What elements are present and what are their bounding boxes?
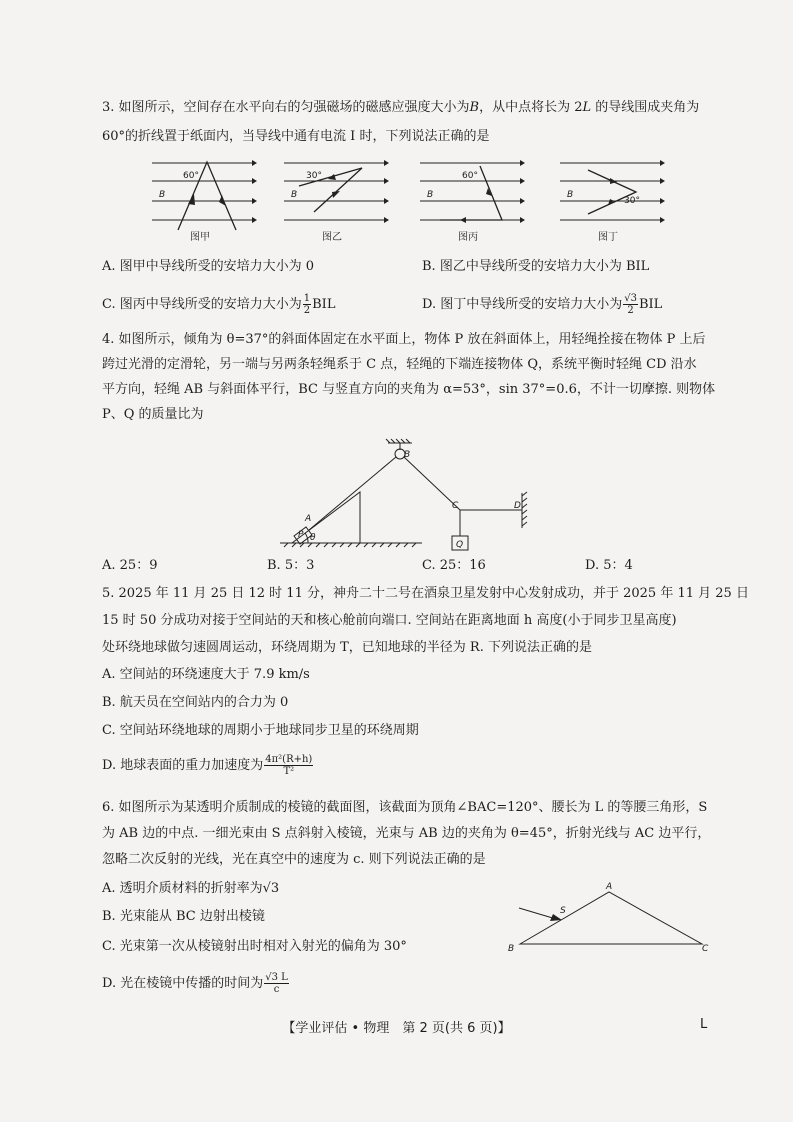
q4-stem-line2: 跨过光滑的定滑轮，另一端与另两条轻绳系于 C 点，轻绳的下端连接物体 Q，系统平衡时轻绳 CD 沿水 [102,357,697,372]
q4-stem-line4: P、Q 的质量比为 [102,407,204,422]
q3-option-b[interactable]: B. 图乙中导线所受的安培力大小为 BIL [422,259,650,274]
q4-figure [272,438,542,558]
q3-option-c[interactable]: C. 图丙中导线所受的安培力大小为 $\frac{1}{2}$ BIL [102,293,336,316]
q6-option-d[interactable]: D. 光在棱镜中传播的时间为 $\frac{√3 L}{c}$ [102,972,288,995]
q5-stem-line1: 5. 2025 年 11 月 25 日 12 时 11 分，神舟二十二号在酒泉卫星发射中心发射成功，并于 2025 年 11 月 25 日 [102,586,749,601]
q5-option-a[interactable]: A. 空间站的环绕速度大于 7.9 km/s [102,667,310,682]
q3-yi-b-label: B [291,190,298,200]
q4-option-c[interactable]: C. 25：16 [422,558,486,573]
q3-option-a[interactable]: A. 图甲中导线所受的安培力大小为 0 [102,259,315,274]
q3-stem-line1: 3. 如图所示，空间存在水平向右的匀强磁场的磁感应强度大小为B，从中点将长为 2L 的导线围成夹角为 [102,100,700,115]
q3-bing-angle-label: 60° [462,171,478,181]
q3-stem-line2: 60°的折线置于纸面内，当导线中通有电流 I 时，下列说法正确的是 [102,129,490,144]
q3-jia-b-label: B [159,190,166,200]
q3-figure-yi [284,158,389,243]
q3-figure-jia [152,158,257,243]
q3-ding-b-label: B [567,190,574,200]
q5-option-c[interactable]: C. 空间站环绕地球的周期小于地球同步卫星的环绕周期 [102,723,419,738]
q4-stem-line3: 平方向，轻绳 AB 与斜面体平行，BC 与竖直方向的夹角为 α=53°，sin 37°=0.6，不计一切摩擦. 则物体 [102,382,716,397]
q3-option-d[interactable]: D. 图丁中导线所受的安培力大小为 $\frac{√3}{2}$ BIL [422,293,663,316]
q6-option-c[interactable]: C. 光束第一次从棱镜射出时相对入射光的偏角为 30° [102,939,407,954]
q5-option-b[interactable]: B. 航天员在空间站内的合力为 0 [102,695,289,710]
q6-stem-line1: 6. 如图所示为某透明介质制成的棱镜的截面图，该截面为顶角∠BAC=120°、腰长为 L 的等腰三角形，S [102,800,708,815]
q4-option-a[interactable]: A. 25：9 [102,558,158,573]
q6-label-s: S [560,906,566,916]
q4-label-p: P [298,530,304,540]
q3-ding-angle-label: 30° [624,196,640,206]
q4-option-d[interactable]: D. 5：4 [585,558,633,573]
q5-option-d[interactable]: D. 地球表面的重力加速度为 $\frac{\text{4π²(R+h)}}{\text{T²}}$ [102,754,313,777]
q4-label-a: A [305,514,312,524]
q4-label-q: Q [456,540,464,550]
q6-option-b[interactable]: B. 光束能从 BC 边射出棱镜 [102,909,265,924]
q4-label-b: B [404,450,411,460]
q6-label-b: B [508,944,515,954]
q3-ding-caption: 图丁 [598,232,618,243]
corner-mark: L [700,1017,708,1032]
q3-figure-bing [420,158,525,243]
q5-stem-line2: 15 时 50 分成功对接于空间站的天和核心舱前向端口. 空间站在距离地面 h 高度(小于同步卫星高度) [102,613,677,628]
q6-label-a: A [606,882,613,892]
q3-figure-ding [560,158,665,243]
q6-prism-figure [505,880,715,955]
q4-label-c: C [452,501,459,511]
page-footer: 【学业评估 • 物理 第 2 页(共 6 页)】 [282,1021,511,1036]
q4-option-b[interactable]: B. 5：3 [267,558,315,573]
q3-jia-angle-label: 60° [183,171,199,181]
q6-stem-line3: 忽略二次反射的光线，光在真空中的速度为 c. 则下列说法正确的是 [102,852,486,867]
q4-stem-line1: 4. 如图所示，倾角为 θ=37°的斜面体固定在水平面上，物体 P 放在斜面体上，用轻绳拴接在物体 P 上后 [102,332,706,347]
q3-jia-caption: 图甲 [190,232,210,243]
q6-label-c: C [702,944,709,954]
q4-label-theta: θ [310,533,316,543]
q6-option-a[interactable]: A. 透明介质材料的折射率为√3 [102,881,280,896]
q3-yi-angle-label: 30° [306,171,322,181]
q5-stem-line3: 处环绕地球做匀速圆周运动，环绕周期为 T，已知地球的半径为 R. 下列说法正确的是 [102,640,592,655]
q6-stem-line2: 为 AB 边的中点. 一细光束由 S 点斜射入棱镜，光束与 AB 边的夹角为 θ=45°，折射光线与 AC 边平行， [102,826,711,841]
q3-yi-caption: 图乙 [322,232,342,243]
q4-label-d: D [514,501,521,511]
q3-bing-b-label: B [427,190,434,200]
q3-bing-caption: 图丙 [458,232,478,243]
